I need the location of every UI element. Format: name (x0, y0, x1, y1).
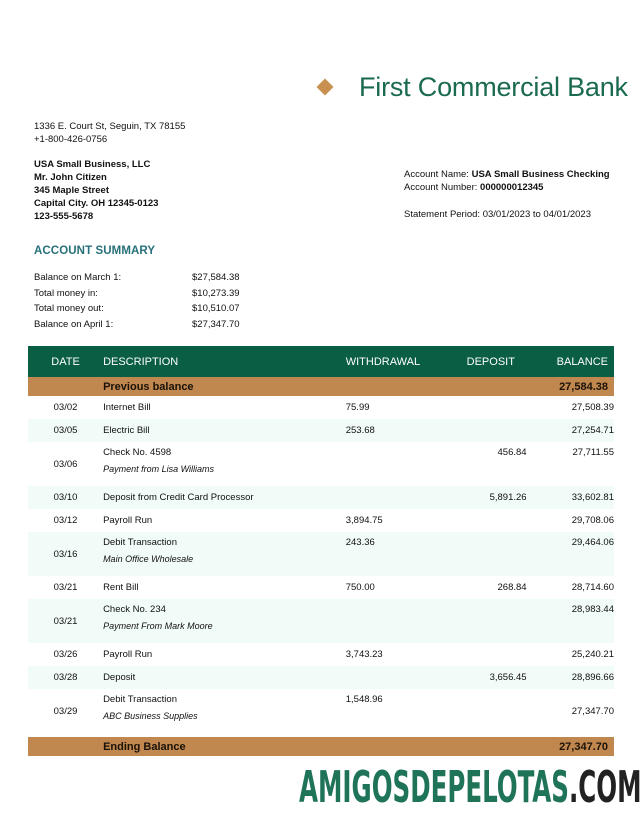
row-description: Payroll Run (103, 515, 153, 526)
row-date: 03/16 (28, 532, 103, 576)
previous-balance-value: 27,584.38 (527, 377, 614, 396)
col-description-header: DESCRIPTION (103, 346, 346, 377)
row-description-cell (103, 689, 346, 733)
summary-label: Balance on April 1: (34, 318, 114, 330)
customer-street: 345 Maple Street (34, 185, 109, 196)
row-balance: 33,602.81 (527, 486, 614, 509)
row-sub-description: Main Office Wholesale (103, 554, 194, 564)
summary-row (34, 317, 272, 333)
row-withdrawal: 1,548.96 (345, 694, 383, 705)
row-withdrawal: 253.68 (346, 419, 455, 442)
table-row (28, 509, 614, 532)
summary-value: $27,584.38 (192, 272, 240, 283)
row-description-cell (103, 599, 346, 643)
row-balance: 28,983.44 (527, 599, 614, 643)
row-description: Check No. 234 (103, 604, 166, 615)
summary-label: Total money in: (34, 287, 98, 299)
summary-label: Balance on March 1: (34, 272, 122, 283)
row-balance: 27,711.55 (572, 447, 614, 458)
row-date: 03/10 (28, 486, 103, 509)
row-deposit (455, 689, 527, 733)
row-description: Electric Bill (103, 419, 346, 442)
row-description-cell (103, 442, 346, 486)
statement-period-label: Statement Period: (404, 209, 481, 220)
row-withdrawal: 750.00 (345, 582, 375, 593)
account-name-value: USA Small Business Checking (471, 169, 610, 180)
ending-balance-label: Ending Balance (103, 737, 346, 756)
account-name-line (404, 168, 610, 181)
row-date: 03/06 (53, 458, 78, 470)
bank-address: 1336 E. Court St, Seguin, TX 78155 (34, 121, 186, 132)
row-description: Debit Transaction (103, 537, 177, 548)
row-withdrawal: 243.36 (346, 532, 455, 576)
row-date: 03/29 (53, 705, 78, 717)
row-deposit (455, 532, 527, 576)
table-row (28, 689, 614, 733)
row-balance: 27,508.39 (571, 402, 614, 413)
row-withdrawal (346, 486, 455, 509)
account-summary (34, 270, 272, 332)
row-balance: 27,347.70 (571, 705, 614, 717)
col-deposit-header: DEPOSIT (455, 346, 527, 377)
account-info (404, 168, 610, 221)
summary-row (34, 301, 272, 317)
table-row (28, 396, 614, 419)
row-withdrawal (346, 599, 455, 643)
transactions-table (28, 346, 614, 756)
statement-period-value: 03/01/2023 to 04/01/2023 (482, 209, 591, 220)
account-summary-title: ACCOUNT SUMMARY (34, 245, 156, 257)
row-description: Rent Bill (103, 582, 139, 593)
row-withdrawal: 3,743.23 (345, 649, 383, 660)
row-sub-description: Payment From Mark Moore (103, 621, 213, 631)
row-withdrawal (346, 666, 455, 689)
row-deposit: 3,656.45 (455, 666, 527, 689)
bank-emblem-icon (303, 65, 347, 109)
row-date: 03/02 (53, 402, 78, 413)
row-date: 03/05 (28, 419, 103, 442)
bank-logo (303, 64, 628, 110)
row-balance: 28,714.60 (571, 582, 614, 593)
watermark-tld: .COM (568, 762, 642, 813)
table-header-row (28, 346, 614, 377)
watermark-main: AMIGOSDEPELOTAS (299, 762, 569, 813)
table-row (28, 442, 614, 486)
row-withdrawal (346, 442, 455, 486)
row-date: 03/21 (53, 582, 78, 593)
row-sub-description: ABC Business Supplies (103, 711, 198, 721)
row-description: Payroll Run (103, 649, 153, 660)
account-number-label: Account Number: (404, 182, 478, 193)
watermark (299, 764, 642, 812)
summary-row (34, 270, 272, 286)
customer-address-block (34, 158, 158, 223)
customer-city: Capital City. OH 12345-0123 (34, 198, 159, 209)
row-withdrawal: 75.99 (345, 402, 370, 413)
summary-value: $27,347.70 (192, 318, 240, 330)
summary-row (34, 286, 272, 302)
row-description-cell (103, 532, 346, 576)
account-number-value: 000000012345 (480, 182, 544, 193)
row-balance: 29,464.06 (527, 532, 614, 576)
col-withdrawal-header: WITHDRAWAL (346, 346, 455, 377)
row-deposit (455, 396, 527, 419)
previous-balance-row (28, 377, 614, 396)
customer-company: USA Small Business, LLC (34, 159, 151, 170)
ending-balance-row (28, 737, 614, 756)
row-deposit: 5,891.26 (455, 486, 527, 509)
row-description: Deposit from Credit Card Processor (103, 486, 346, 509)
statement-period-line (404, 208, 610, 221)
row-deposit (455, 419, 527, 442)
summary-value: $10,510.07 (192, 303, 240, 314)
row-withdrawal: 3,894.75 (345, 515, 383, 526)
bank-contact (34, 120, 185, 146)
row-deposit: 268.84 (497, 582, 527, 593)
table-row (28, 532, 614, 576)
row-sub-description: Payment from Lisa Williams (103, 464, 215, 474)
account-number-line (404, 181, 610, 194)
table-row (28, 666, 614, 689)
table-row (28, 576, 614, 599)
bank-name: First Commercial Bank (359, 71, 628, 102)
summary-value: $10,273.39 (192, 287, 240, 299)
customer-phone: 123-555-5678 (34, 211, 94, 222)
row-balance: 29,708.06 (571, 515, 614, 526)
ending-balance-value: 27,347.70 (527, 737, 614, 756)
customer-contact: Mr. John Citizen (34, 172, 107, 183)
row-date: 03/26 (53, 649, 78, 660)
row-description: Debit Transaction (103, 694, 177, 705)
row-description: Check No. 4598 (103, 447, 172, 458)
row-balance: 28,896.66 (527, 666, 614, 689)
table-row (28, 643, 614, 666)
row-deposit (455, 599, 527, 643)
table-row (28, 599, 614, 643)
row-balance: 25,240.21 (571, 649, 614, 660)
row-date: 03/21 (28, 599, 103, 643)
row-date: 03/28 (28, 666, 103, 689)
row-deposit (455, 643, 527, 666)
table-row (28, 486, 614, 509)
row-date: 03/12 (53, 515, 78, 526)
row-description: Deposit (103, 666, 346, 689)
row-balance: 27,254.71 (527, 419, 614, 442)
col-date-header: DATE (28, 346, 103, 377)
table-row (28, 419, 614, 442)
row-deposit: 456.84 (497, 447, 527, 458)
row-description: Internet Bill (103, 402, 151, 413)
summary-label: Total money out: (34, 303, 104, 314)
bank-phone: +1-800-426-0756 (34, 134, 108, 145)
row-deposit (455, 509, 527, 532)
col-balance-header: BALANCE (527, 346, 614, 377)
previous-balance-label: Previous balance (103, 377, 346, 396)
account-name-label: Account Name: (404, 169, 469, 180)
